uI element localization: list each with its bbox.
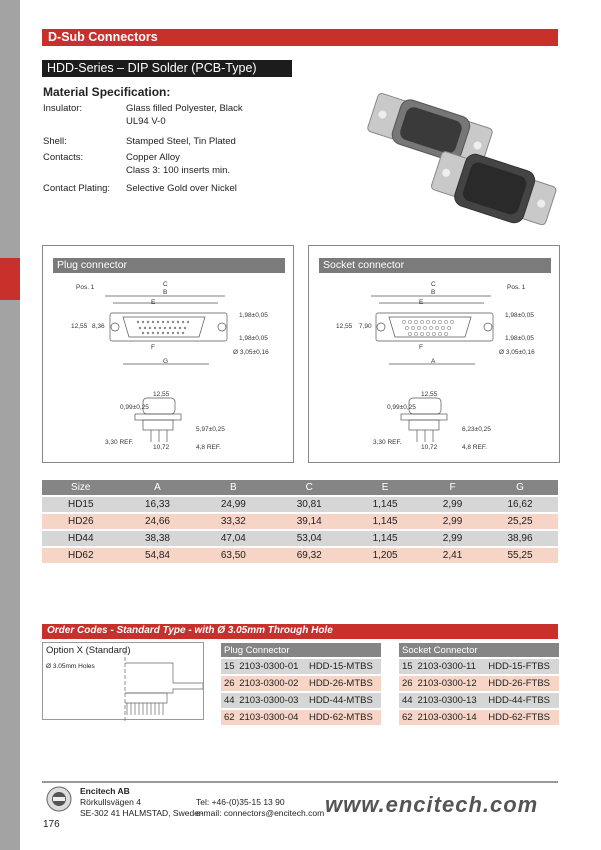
table-cell: 53,04 [271,531,347,546]
table-cell: HDD-62-FTBS [485,710,559,725]
table-row [221,676,381,691]
table-cell: HDD-44-FTBS [485,693,559,708]
dim-width: 12,55 [421,391,438,398]
page-number: 176 [43,819,60,830]
table-cell: 69,32 [271,548,347,563]
company-city: SE-302 41 HALMSTAD, Sweden [80,808,204,818]
table-row [42,548,558,563]
table-cell: HDD-62-MTBS [306,710,381,725]
col-header: E [347,480,423,495]
dim-d1: 1,98±0,05 [239,312,268,319]
table-row [399,693,559,708]
table-cell: 38,96 [482,531,558,546]
table-cell: 26 [221,676,236,691]
socket-order-table [399,641,559,727]
table-cell: HD62 [42,548,120,563]
footer-divider [42,781,558,783]
dim-pin-width: 10,72 [421,444,438,451]
table-cell: 16,33 [120,497,196,512]
table-cell: HDD-15-FTBS [485,659,559,674]
spec-value: UL94 V-0 [126,116,166,127]
table-cell: HDD-44-MTBS [306,693,381,708]
dim-hole: Ø 3,05±0,16 [499,349,535,356]
table-row [399,710,559,725]
table-cell: 25,25 [482,514,558,529]
section-header: D-Sub Connectors [42,29,558,46]
pos-label: Pos. 1 [76,284,95,291]
dim-ref2: 4,8 REF. [462,444,487,451]
dim-t2: 6,23±0,25 [462,426,491,433]
dim-width: 12,55 [153,391,170,398]
spec-key: Shell: [43,136,67,147]
dim-d1: 1,98±0,05 [505,312,534,319]
pos-label: Pos. 1 [507,284,526,291]
dim-f: F [419,344,423,351]
socket-drawing-title: Socket connector [319,258,551,273]
table-cell: 2,99 [423,531,482,546]
table-cell: 2103-0300-01 [236,659,306,674]
col-header: C [271,480,347,495]
table-cell: 2103-0300-13 [414,693,485,708]
table-cell: 2103-0300-02 [236,676,306,691]
option-note: Ø 3.05mm Holes [46,663,95,670]
company-email: e-mail: connectors@encitech.com [196,808,325,818]
table-cell: HD44 [42,531,120,546]
table-row [399,659,559,674]
table-cell: 1,145 [347,514,423,529]
dim-bottom: A [431,358,436,365]
table-cell: 15 [221,659,236,674]
material-title: Material Specification: [43,85,171,99]
table-cell: 62 [221,710,236,725]
order-codes-header: Order Codes - Standard Type - with Ø 3.05mm Through Hole [42,624,558,639]
plug-drawing-panel [42,245,294,463]
table-cell: HDD-15-MTBS [306,659,381,674]
dim-ref1: 3,30 REF. [105,439,134,446]
option-title: Option X (Standard) [46,645,131,656]
dim-h2: 8,36 [92,323,105,330]
table-row [42,497,558,512]
table-cell: 16,62 [482,497,558,512]
dimensions-table [42,478,558,565]
product-photo [360,85,560,225]
table-cell: 63,50 [195,548,271,563]
side-strip-marker [0,258,20,300]
dim-c: C [431,281,436,288]
table-cell: 30,81 [271,497,347,512]
dim-f: F [151,344,155,351]
table-cell: HDD-26-MTBS [306,676,381,691]
table-cell: 2,41 [423,548,482,563]
table-cell: 44 [221,693,236,708]
table-cell: 39,14 [271,514,347,529]
plug-order-title: Plug Connector [221,643,381,657]
dim-pin-width: 10,72 [153,444,170,451]
table-cell: 2103-0300-03 [236,693,306,708]
col-header: A [120,480,196,495]
table-cell: HD26 [42,514,120,529]
table-cell: 54,84 [120,548,196,563]
table-cell: 47,04 [195,531,271,546]
spec-value: Glass filled Polyester, Black [126,103,243,114]
table-cell: HD15 [42,497,120,512]
table-cell: 1,145 [347,531,423,546]
table-cell: 33,32 [195,514,271,529]
dim-b: B [163,289,168,296]
website-link[interactable]: www.encitech.com [325,792,539,817]
table-cell: 24,66 [120,514,196,529]
col-header: G [482,480,558,495]
table-row [42,514,558,529]
table-cell: 2,99 [423,497,482,512]
plug-drawing-title: Plug connector [53,258,285,273]
dim-h1: 12,55 [336,323,353,330]
table-cell: 26 [399,676,414,691]
table-row [221,693,381,708]
dim-h2: 7,90 [359,323,372,330]
table-row [221,659,381,674]
dim-b: B [431,289,436,296]
option-drawing-icon [121,651,203,721]
spec-value: Class 3: 100 inserts min. [126,165,231,176]
dim-e: E [151,299,156,306]
dim-d2: 1,98±0,05 [239,335,268,342]
spec-value: Selective Gold over Nickel [126,183,237,194]
dim-d2: 1,98±0,05 [505,335,534,342]
table-cell: 2,99 [423,514,482,529]
socket-drawing-panel [308,245,560,463]
company-name: Encitech AB [80,786,130,796]
dim-e: E [419,299,424,306]
company-tel: Tel: +46-(0)35-15 13 90 [196,797,285,807]
option-panel [42,642,204,720]
dim-hole: Ø 3,05±0,16 [233,349,269,356]
dim-ref2: 4,8 REF. [196,444,221,451]
table-header-row [42,480,558,495]
spec-key: Contact Plating: [43,183,111,194]
table-cell: 38,38 [120,531,196,546]
plug-order-table [221,641,381,727]
spec-value: Stamped Steel, Tin Plated [126,136,236,147]
company-street: Rörkullsvägen 4 [80,797,141,807]
side-strip [0,0,20,850]
spec-value: Copper Alloy [126,152,180,163]
table-row [221,710,381,725]
table-cell: HDD-26-FTBS [485,676,559,691]
spec-key: Contacts: [43,152,84,163]
col-header: F [423,480,482,495]
table-cell: 44 [399,693,414,708]
table-cell: 15 [399,659,414,674]
col-header: Size [42,480,120,495]
socket-order-title: Socket Connector [399,643,559,657]
table-cell: 2103-0300-14 [414,710,485,725]
dim-t2: 5,97±0,25 [196,426,225,433]
table-cell: 1,145 [347,497,423,512]
table-cell: 1,205 [347,548,423,563]
company-seal-icon [46,786,72,812]
dim-t1: 0,99±0,25 [387,404,416,411]
table-row [42,531,558,546]
dim-t1: 0,99±0,25 [120,404,149,411]
table-cell: 2103-0300-11 [414,659,485,674]
table-cell: 2103-0300-12 [414,676,485,691]
series-title: HDD-Series – DIP Solder (PCB-Type) [42,60,292,77]
table-cell: 24,99 [195,497,271,512]
dim-ref1: 3,30 REF. [373,439,402,446]
table-cell: 62 [399,710,414,725]
spec-key: Insulator: [43,103,83,114]
table-row [399,676,559,691]
col-header: B [195,480,271,495]
table-cell: 2103-0300-04 [236,710,306,725]
dim-h1: 12,55 [71,323,88,330]
dim-bottom: G [163,358,169,365]
dim-c: C [163,281,168,288]
table-cell: 55,25 [482,548,558,563]
